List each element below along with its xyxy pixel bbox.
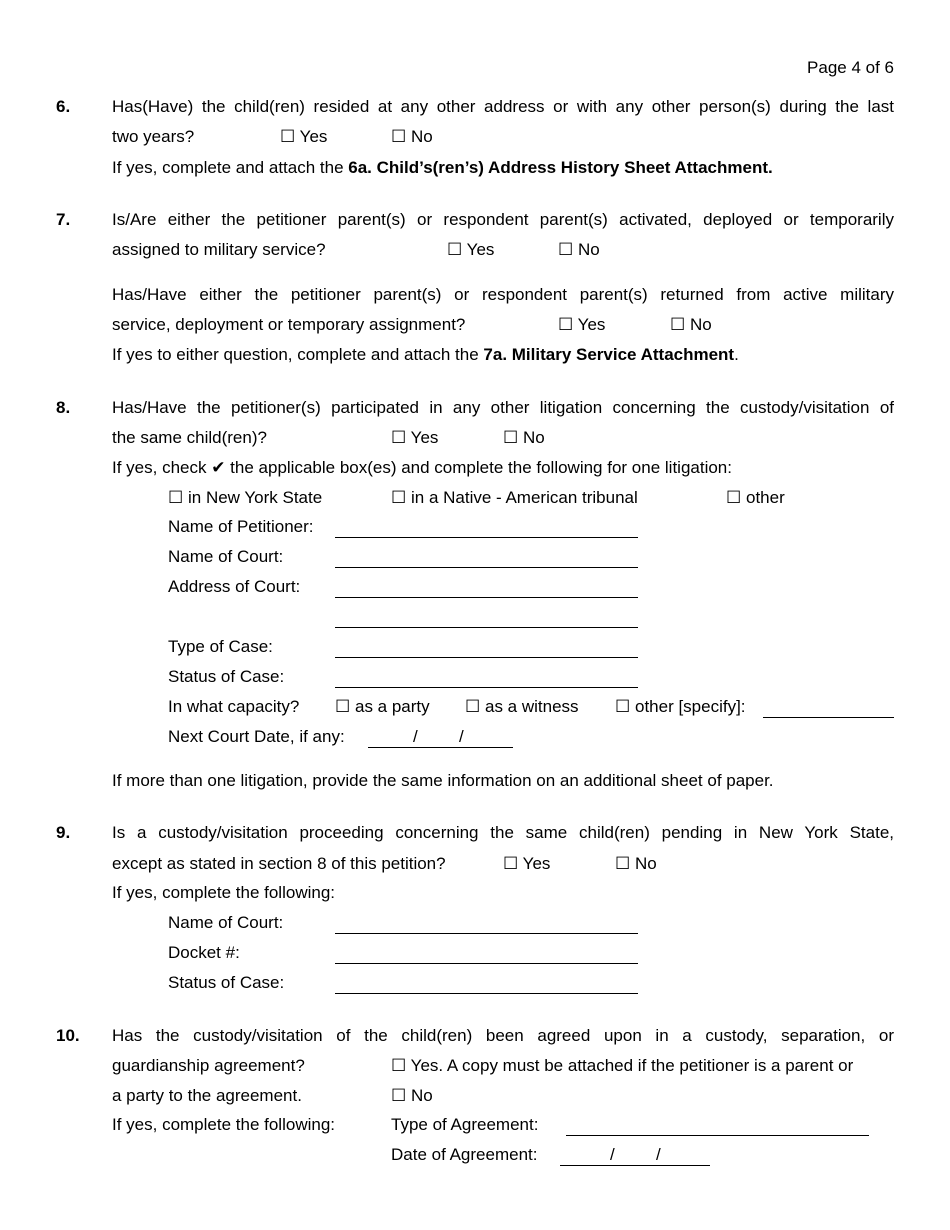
yes-checkbox[interactable]: [391, 428, 438, 448]
next-court-date-field[interactable]: [368, 747, 513, 748]
capacity-party-checkbox[interactable]: [335, 697, 430, 717]
no-label: No: [522, 428, 545, 447]
question-text: Has the custody/visitation of the child(ren) been agreed upon in a custody, separation, or: [112, 1026, 894, 1045]
option-label: other: [745, 488, 785, 507]
type-of-agreement-field[interactable]: [566, 1135, 869, 1136]
no-checkbox[interactable]: [391, 127, 433, 147]
date-separator: /: [459, 727, 464, 746]
docket-number-field[interactable]: [335, 963, 638, 964]
question-text: the same child(ren)?: [112, 428, 267, 447]
additional-litigation-note: If more than one litigation, provide the same information on an additional sheet of paper.: [112, 771, 774, 790]
yes-label: Yes: [522, 854, 551, 873]
option-label: other [specify]:: [634, 697, 746, 716]
yes-label: Yes: [466, 240, 495, 259]
no-label: No: [689, 315, 712, 334]
checkbox-icon[interactable]: ☐: [280, 127, 296, 146]
checkbox-icon[interactable]: ☐: [726, 488, 742, 507]
date-separator: /: [610, 1145, 615, 1164]
option-native-american-tribunal[interactable]: [391, 488, 638, 508]
yes-checkbox[interactable]: [447, 240, 494, 260]
date-of-agreement-field[interactable]: [560, 1165, 710, 1166]
type-of-case-field[interactable]: [335, 657, 638, 658]
checkbox-icon[interactable]: ☐: [465, 697, 481, 716]
question-text: guardianship agreement?: [112, 1056, 305, 1075]
question-text: Has(Have) the child(ren) resided at any other address or with any other person(s) during the last: [112, 97, 894, 116]
question-number: 10.: [56, 1026, 80, 1045]
date-separator: /: [413, 727, 418, 746]
question-text: Has/Have the petitioner(s) participated in any other litigation concerning the custody/visitation of: [112, 398, 894, 417]
name-of-petitioner-field[interactable]: [335, 537, 638, 538]
no-checkbox[interactable]: [615, 854, 657, 874]
checkbox-icon[interactable]: ☐: [391, 1056, 407, 1075]
yes-label: Yes: [410, 428, 439, 447]
question-number: 9.: [56, 823, 71, 842]
option-label: in New York State: [187, 488, 323, 507]
checkbox-icon[interactable]: ☐: [391, 1086, 407, 1105]
field-label: Address of Court:: [168, 577, 301, 596]
question-text: service, deployment or temporary assignment?: [112, 315, 466, 334]
checkbox-icon[interactable]: ☐: [558, 315, 574, 334]
address-of-court-field[interactable]: [335, 597, 638, 598]
question-text: Is/Are either the petitioner parent(s) or respondent parent(s) activated, deployed or temporarily: [112, 210, 894, 229]
option-label: as a party: [354, 697, 430, 716]
no-checkbox[interactable]: [670, 315, 712, 335]
status-of-case-field[interactable]: [335, 687, 638, 688]
yes-checkbox[interactable]: [503, 854, 550, 874]
no-label: No: [410, 127, 433, 146]
field-label: Next Court Date, if any:: [168, 727, 345, 746]
question-number: 6.: [56, 97, 71, 116]
attachment-name: 6a. Child’s(ren’s) Address History Sheet Attachment.: [348, 158, 773, 177]
option-label: in a Native - American tribunal: [410, 488, 638, 507]
yes-label: Yes: [577, 315, 606, 334]
attachment-name: 7a. Military Service Attachment: [483, 345, 735, 364]
field-label: Docket #:: [168, 943, 240, 962]
checkbox-icon[interactable]: ☐: [391, 428, 407, 447]
checkbox-icon[interactable]: ☐: [503, 428, 519, 447]
complete-instruction: If yes, complete the following:: [112, 1115, 336, 1134]
checkmark-icon: ✔: [211, 458, 226, 477]
question-text: two years?: [112, 127, 195, 146]
checkbox-icon[interactable]: ☐: [670, 315, 686, 334]
capacity-other-specify-field[interactable]: [763, 717, 894, 718]
checkbox-icon[interactable]: ☐: [558, 240, 574, 259]
attachment-instruction: If yes to either question, complete and attach the 7a. Military Service Attachment.: [112, 345, 739, 364]
checkbox-icon[interactable]: ☐: [391, 127, 407, 146]
question-text: except as stated in section 8 of this petition?: [112, 854, 446, 873]
check-instruction: If yes, check ✔ the applicable box(es) and complete the following for one litigation:: [112, 458, 732, 477]
capacity-label: In what capacity?: [168, 697, 300, 716]
question-text: Is a custody/visitation proceeding concerning the same child(ren) pending in New York State,: [112, 823, 894, 842]
no-label: No: [577, 240, 600, 259]
field-label: Status of Case:: [168, 667, 285, 686]
yes-label: Yes: [299, 127, 328, 146]
question-number: 7.: [56, 210, 71, 229]
option-other[interactable]: [726, 488, 785, 508]
name-of-court-field[interactable]: [335, 567, 638, 568]
field-label: Status of Case:: [168, 973, 285, 992]
question-text: a party to the agreement.: [112, 1086, 302, 1105]
yes-checkbox[interactable]: [391, 1056, 853, 1076]
attachment-instruction: If yes, complete and attach the 6a. Child’s(ren’s) Address History Sheet Attachment.: [112, 158, 773, 177]
capacity-witness-checkbox[interactable]: [465, 697, 579, 717]
option-label: as a witness: [484, 697, 579, 716]
field-label: Type of Agreement:: [391, 1115, 539, 1134]
checkbox-icon[interactable]: ☐: [391, 488, 407, 507]
yes-label: Yes. A copy must be attached if the petitioner is a parent or: [410, 1056, 854, 1075]
checkbox-icon[interactable]: ☐: [335, 697, 351, 716]
status-of-case-field[interactable]: [335, 993, 638, 994]
checkbox-icon[interactable]: ☐: [503, 854, 519, 873]
no-label: No: [634, 854, 657, 873]
field-label: Name of Court:: [168, 547, 284, 566]
question-text: assigned to military service?: [112, 240, 326, 259]
date-separator: /: [656, 1145, 661, 1164]
field-label: Name of Court:: [168, 913, 284, 932]
no-label: No: [410, 1086, 433, 1105]
page-number: Page 4 of 6: [807, 58, 894, 77]
no-checkbox[interactable]: [558, 240, 600, 260]
address-of-court-field-line-2[interactable]: [335, 627, 638, 628]
checkbox-icon[interactable]: ☐: [447, 240, 463, 259]
question-number: 8.: [56, 398, 71, 417]
field-label: Name of Petitioner:: [168, 517, 314, 536]
yes-checkbox[interactable]: [558, 315, 605, 335]
yes-checkbox[interactable]: [280, 127, 327, 147]
checkbox-icon[interactable]: ☐: [615, 854, 631, 873]
capacity-other-checkbox[interactable]: [615, 697, 746, 717]
checkbox-icon[interactable]: ☐: [615, 697, 631, 716]
no-checkbox[interactable]: [391, 1086, 433, 1106]
name-of-court-field[interactable]: [335, 933, 638, 934]
field-label: Type of Case:: [168, 637, 273, 656]
no-checkbox[interactable]: [503, 428, 545, 448]
option-new-york-state[interactable]: [168, 488, 322, 508]
field-label: Date of Agreement:: [391, 1145, 538, 1164]
checkbox-icon[interactable]: ☐: [168, 488, 184, 507]
complete-instruction: If yes, complete the following:: [112, 883, 336, 902]
question-text: Has/Have either the petitioner parent(s) or respondent parent(s) returned from active military: [112, 285, 894, 304]
